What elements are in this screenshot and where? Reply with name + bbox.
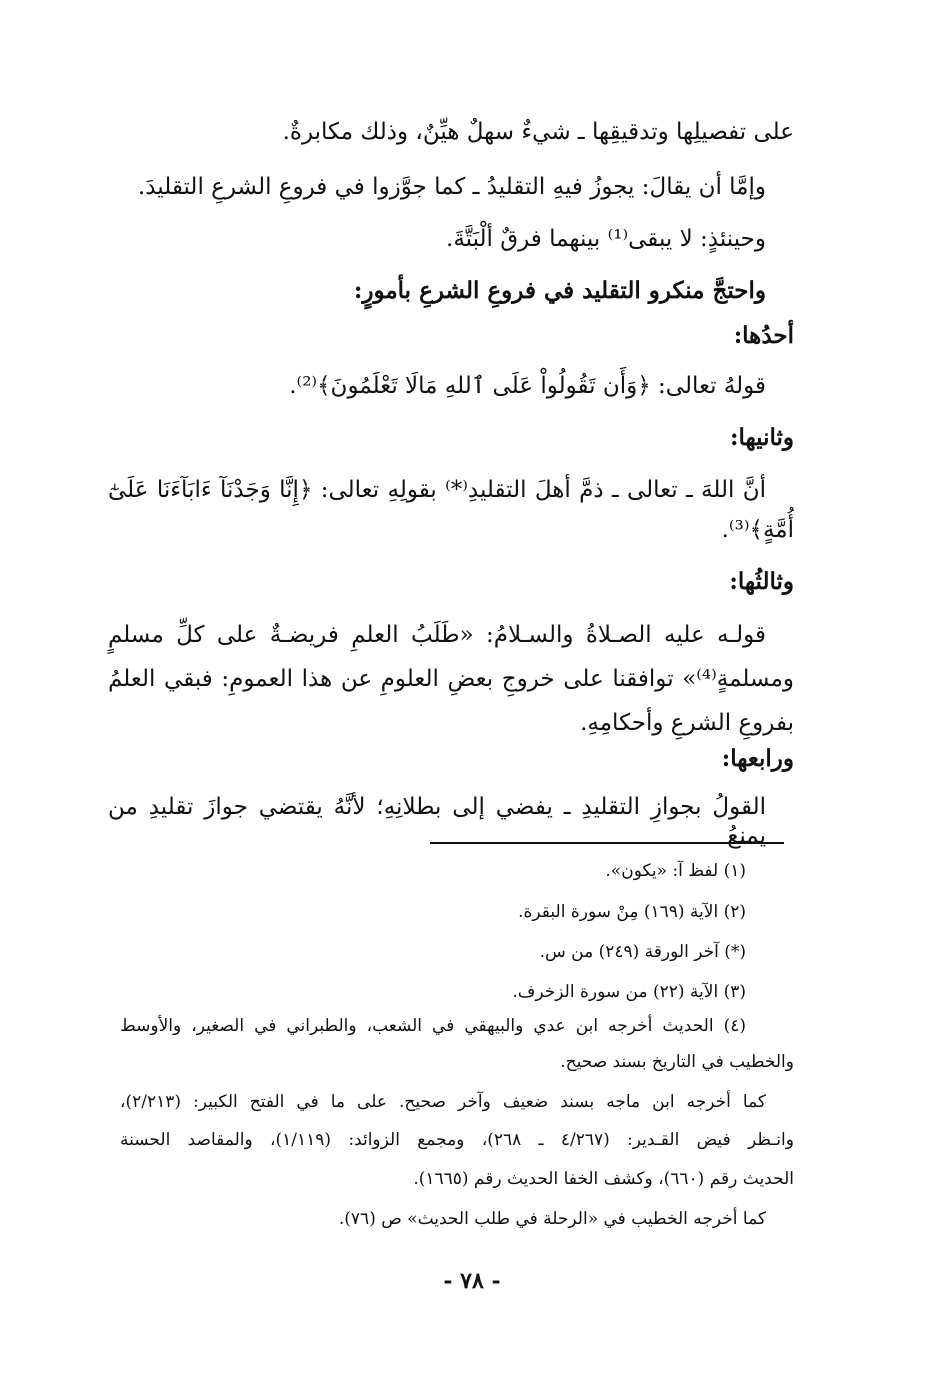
body-line-quran-1: قولهُ تعالى: ﴿وَأَن تَقُولُواْ عَلَى ٱللهِ مَالَا تَعْلَمُونَ﴾⁽²⁾.: [289, 373, 766, 399]
page-number: - ٧٨ -: [443, 1268, 501, 1294]
footnote-2: (٢) الآية (١٦٩) مِنْ سورة البقرة.: [518, 902, 746, 922]
footnote-4-line-1: (٤) الحديث أخرجه ابن عدي والبيهقي في الشعب، والطبراني في الصغير، والأوسط: [120, 1016, 746, 1036]
section-heading-first: أحدُها:: [733, 322, 794, 349]
body-line-hadith-3: بفروعِ الشرعِ وأحكامِهِ.: [580, 710, 794, 736]
footnote-4-line-4: وانـظر فيض القـدير: (٤/٢٦٧ ـ ٢٦٨)، ومجمع الزوائد: (١/١١٩)، والمقاصد الحسنة: [120, 1130, 794, 1150]
footnote-4-line-3: كما أخرجه ابن ماجه بسند ضعيف وآخر صحيح. على ما في الفتح الكبير: (٢/٢١٣)،: [120, 1092, 766, 1112]
body-line-last: القولُ بجوازِ التقليدِ ـ يفضي إلى بطلانِهِ؛ لأنَّهُ يقتضي جوازَ تقليدِ من يمنعُ: [108, 794, 766, 849]
section-heading-fourth: ورابعها:: [721, 745, 794, 772]
body-line-4: واحتجَّ منكرو التقليد في فروعِ الشرعِ بأمورٍ:: [353, 277, 766, 304]
section-heading-third: وثالثُها:: [729, 568, 794, 595]
footnote-1: (١) لفظ آ: «يكون».: [605, 861, 746, 881]
body-line-hadith-2: ومسلمةٍ⁽⁴⁾» توافقنا على خروجِ بعضِ العلومِ عن هذا العمومِ: فبقي العلمُ: [108, 666, 794, 692]
body-line-2: وإمَّا أن يقالَ: يجوزُ فيهِ التقليدُ ـ كما جوَّزوا في فروعِ الشرعِ التقليدَ.: [137, 174, 766, 200]
body-line-quran-2-cont: أُمَّةٍ﴾⁽³⁾.: [721, 517, 794, 543]
footnote-separator: [430, 842, 784, 844]
body-line-hadith-1: قولـه عليه الصـلاةُ والسـلامُ: «طَلَبُ العلمِ فريضـةٌ على كلِّ مسلمٍ: [108, 622, 766, 648]
body-line-quran-2: أنَّ اللهَ ـ تعالى ـ ذمَّ أهلَ التقليدِ⁽*⁾ بقولِهِ تعالى: ﴿إِنَّا وَجَدْنَآ ءَابَآءَنَا عَلَىٰٓ: [108, 477, 766, 503]
footnote-4-line-2: والخطيب في التاريخ بسند صحيح.: [560, 1052, 794, 1072]
body-line-1: على تفصيلِها وتدقيقِها ـ شيءٌ سهلٌ هيِّنٌ، وذلك مكابرةٌ.: [282, 119, 794, 145]
footnote-4-line-6: كما أخرجه الخطيب في «الرحلة في طلب الحديث» ص (٧٦).: [338, 1209, 766, 1229]
footnote-3: (٣) الآية (٢٢) من سورة الزخرف.: [512, 982, 746, 1002]
section-heading-second: وثانيها:: [730, 424, 794, 451]
footnote-4-line-5: الحديث رقم (٦٦٠)، وكشف الخفا الحديث رقم (١٦٦٥).: [413, 1169, 794, 1189]
footnote-star: (*) آخر الورقة (٢٤٩) من س.: [539, 942, 746, 962]
body-line-3: وحينئذٍ: لا يبقى⁽¹⁾ بينهما فرقٌ ألْبَتَّةَ.: [446, 226, 766, 252]
